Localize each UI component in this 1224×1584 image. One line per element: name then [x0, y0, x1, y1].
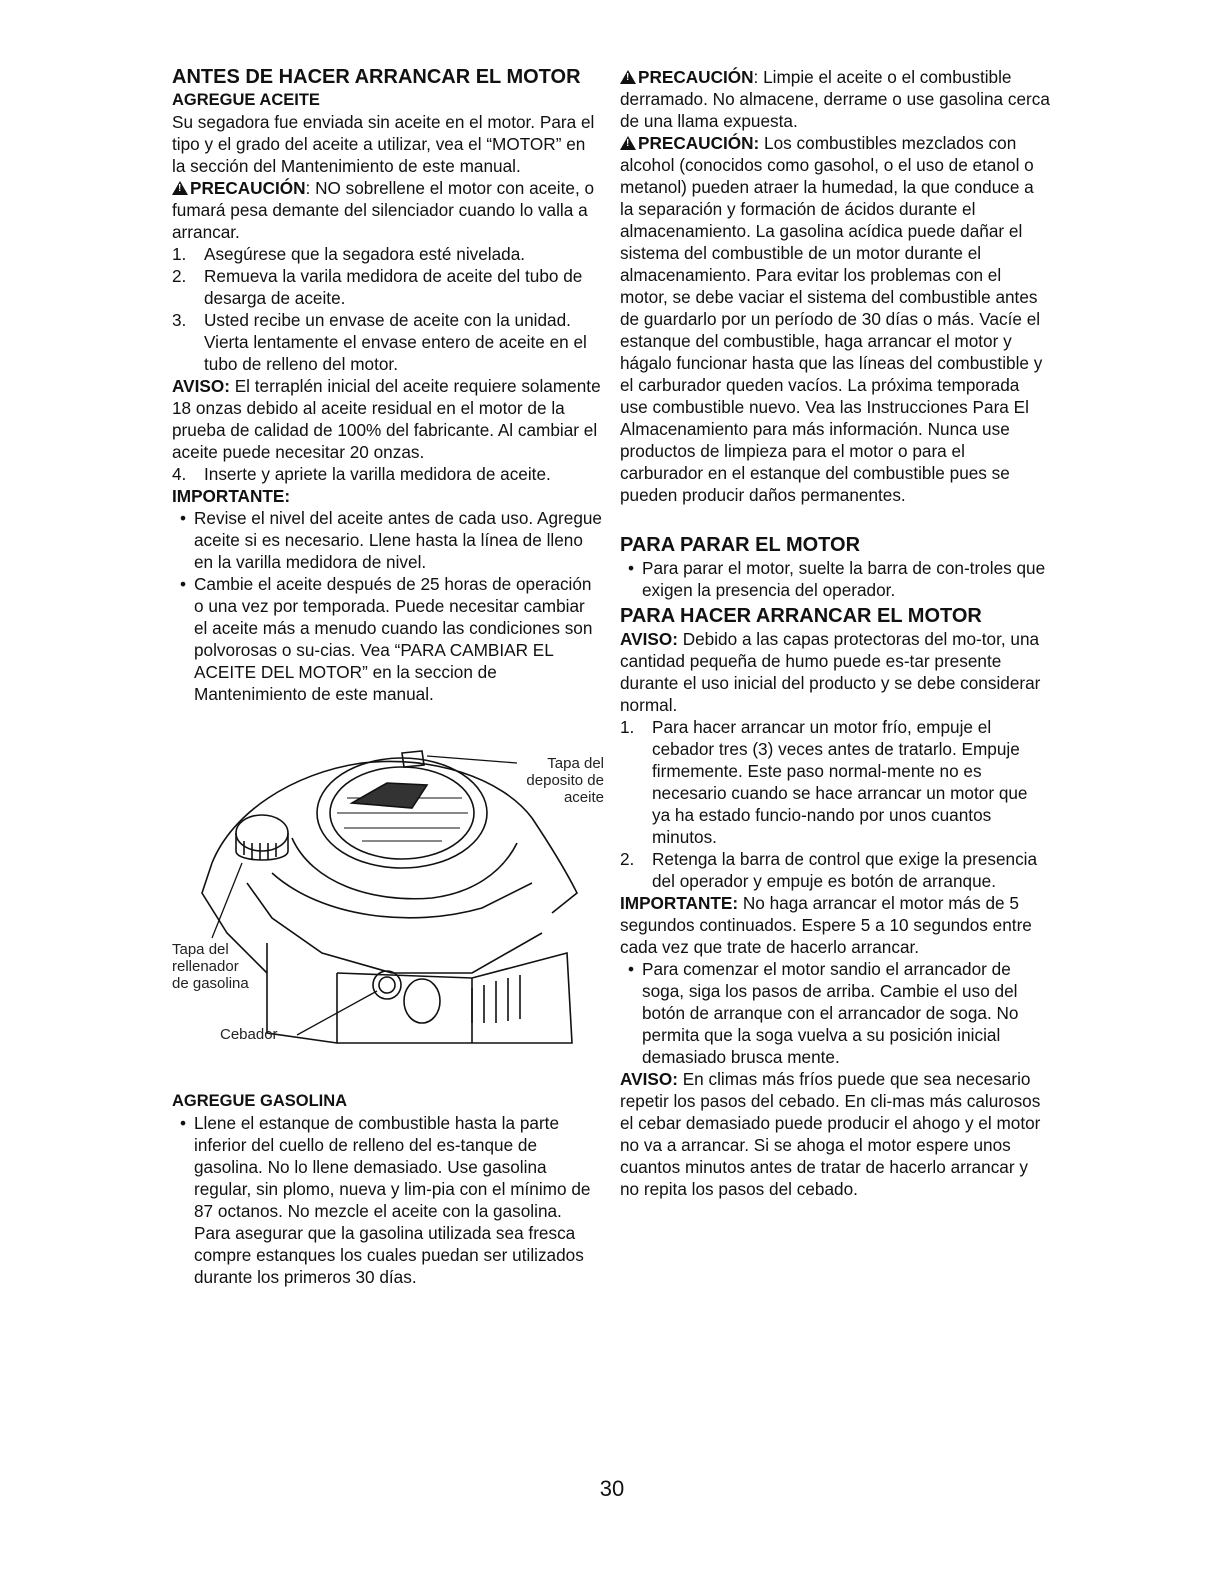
- notice-oil-quantity: AVISO: El terraplén inicial del aceite requiere solamente 18 onzas debido al aceite residual en el motor de la prueba de calidad de 100% del fabricante. Al cambiar el aceite puede necesitar 20 onzas.: [172, 376, 601, 462]
- bullet-icon: •: [627, 959, 635, 979]
- list-item: 4. Inserte y apriete la varilla medidora de aceite.: [172, 464, 551, 484]
- left-column: [172, 66, 602, 1288]
- right-column: [620, 66, 1050, 1200]
- label-primer: Cebador: [220, 1026, 278, 1043]
- list-item: 2. Retenga la barra de control que exige la presencia del operador y empuje es botón de arranque.: [620, 849, 1038, 891]
- heading-add-gas: AGREGUE GASOLINA: [172, 1092, 348, 1110]
- bullet-icon: •: [179, 574, 187, 594]
- important-start-duration: IMPORTANTE: No haga arrancar el motor más de 5 segundos continuados. Espere 5 a 10 segundos entre cada vez que trate de hacerlo arrancar.: [620, 893, 1032, 957]
- oil-steps: [172, 243, 602, 375]
- notice-smoke: AVISO: Debido a las capas protectoras del mo-tor, una cantidad pequeña de humo puede es-tar presente durante el uso inicial del producto y se debe considerar normal.: [620, 629, 1041, 715]
- bullet-icon: •: [179, 508, 187, 528]
- oil-intro: Su segadora fue enviada sin aceite en el motor. Para el tipo y el grado del aceite a utilizar, vea el “MOTOR” en la sección del Mantenimiento de este manual.: [172, 112, 595, 176]
- heading-stop-engine: PARA PARAR EL MOTOR: [620, 534, 861, 556]
- caution-alcohol-fuel: !PRECAUCIÓN: Los combustibles mezclados con alcohol (conocidos como gasohol, o el uso de etanol o metanol) pueden atraer la humedad, la que conduce a la separación y formación de ácidos durante el almacenamiento. La gasolina acídica puede dañar el sistema del combustible de un motor durante el almacenamiento. Para evitar los problemas con el motor, se debe vaciar el sistema del combustible antes de guardarlo por un período de 30 días o más. Vacíe el estanque del combustible, haga arrancar el motor y hágalo funcionar hasta que las líneas del combustible y el carburador queden vacíos. La próxima temporada use combustible nuevo. Vea las Instrucciones Para El Almacenamiento para más información. Nunca use productos de limpieza para el motor o para el carburador en el estanque del combustible pues se pueden producir daños permanentes.: [620, 132, 1050, 506]
- heading-start-engine: PARA HACER ARRANCAR EL MOTOR: [620, 605, 982, 627]
- important-heading: IMPORTANTE:: [172, 486, 291, 506]
- list-item: 1. Para hacer arrancar un motor frío, empuje el cebador tres (3) veces antes de tratarlo. Empuje firmemente. Este paso normal-mente no es necesario cuando se hace arrancar un motor que ya ha estado funcio-nando por unos cuantos minutos.: [620, 717, 1028, 847]
- list-item: • Cambie el aceite después de 25 horas de operación o una vez por temporada. Puede necesitar cambiar el aceite más a menudo cuando las condiciones son polvorosas o su-cias. Vea “PARA CAMBIAR EL ACEITE DEL MOTOR” en la seccion de Mantenimiento de este manual.: [172, 573, 602, 705]
- heading-add-oil: AGREGUE ACEITE: [172, 91, 320, 109]
- warning-triangle-icon: [172, 181, 188, 195]
- bullet-icon: •: [179, 1113, 187, 1133]
- warning-triangle-icon: [620, 136, 636, 150]
- page-number: 30: [599, 1476, 625, 1501]
- list-item: 3. Usted recibe un envase de aceite con la unidad. Vierta lentamente el envase entero de aceite en el tubo de relleno del motor.: [172, 310, 587, 374]
- list-item: • Llene el estanque de combustible hasta la parte inferior del cuello de relleno del es-tanque de gasolina. No lo llene demasiado. Use gasolina regular, sin plomo, nueva y lim-pia con el mínimo de 87 octanos. No mezcle el aceite con la gasolina. Para asegurar que la gasolina utilizada sea fresca compre estanques los cuales puedan ser utilizados durante los primeros 30 días.: [172, 1112, 602, 1288]
- list-item: 1. Asegúrese que la segadora esté nivelada.: [172, 244, 526, 264]
- engine-figure: [172, 723, 602, 1068]
- notice-cold-climate: AVISO: En climas más fríos puede que sea necesario repetir los pasos del cebado. En cli-mas más calurosos el cebar demasiado puede producir el ahogo y el motor no va a arrancar. Si se ahoga el motor espere unos cuantos minutos antes de tratar de hacerlo arrancar y no repita los pasos del cebado.: [620, 1069, 1041, 1199]
- list-item: • Revise el nivel del aceite antes de cada uso. Agregue aceite si es necesario. Llene hasta la línea de lleno en la varilla medidora de nivel.: [172, 507, 602, 573]
- list-item: 2. Remueva la varila medidora de aceite del tubo de desarga de aceite.: [172, 266, 583, 308]
- label-oil-cap: Tapa del deposito de aceite: [526, 755, 604, 806]
- list-item: • Para comenzar el motor sandio el arrancador de soga, siga los pasos de arriba. Cambie el uso del botón de arranque con el arrancador de soga. No permita que la soga vuelva a su posición inicial demasiado brusca mente.: [620, 958, 1050, 1068]
- list-item: • Para parar el motor, suelte la barra de con-troles que exigen la presencia del operador.: [620, 557, 1050, 601]
- bullet-icon: •: [627, 558, 635, 578]
- section-title-before-start: ANTES DE HACER ARRANCAR EL MOTOR: [172, 66, 581, 88]
- warning-triangle-icon: [620, 70, 636, 84]
- caution-overfill: !PRECAUCIÓN: NO sobrellene el motor con aceite, o fumará pesa demante del silenciador cuando lo valla a arrancar.: [172, 177, 602, 243]
- caution-spill: !PRECAUCIÓN: Limpie el aceite o el combustible derramado. No almacene, derrame o use gasolina cerca de una llama expuesta.: [620, 66, 1050, 132]
- label-fuel-cap: Tapa del rellenador de gasolina: [172, 941, 249, 992]
